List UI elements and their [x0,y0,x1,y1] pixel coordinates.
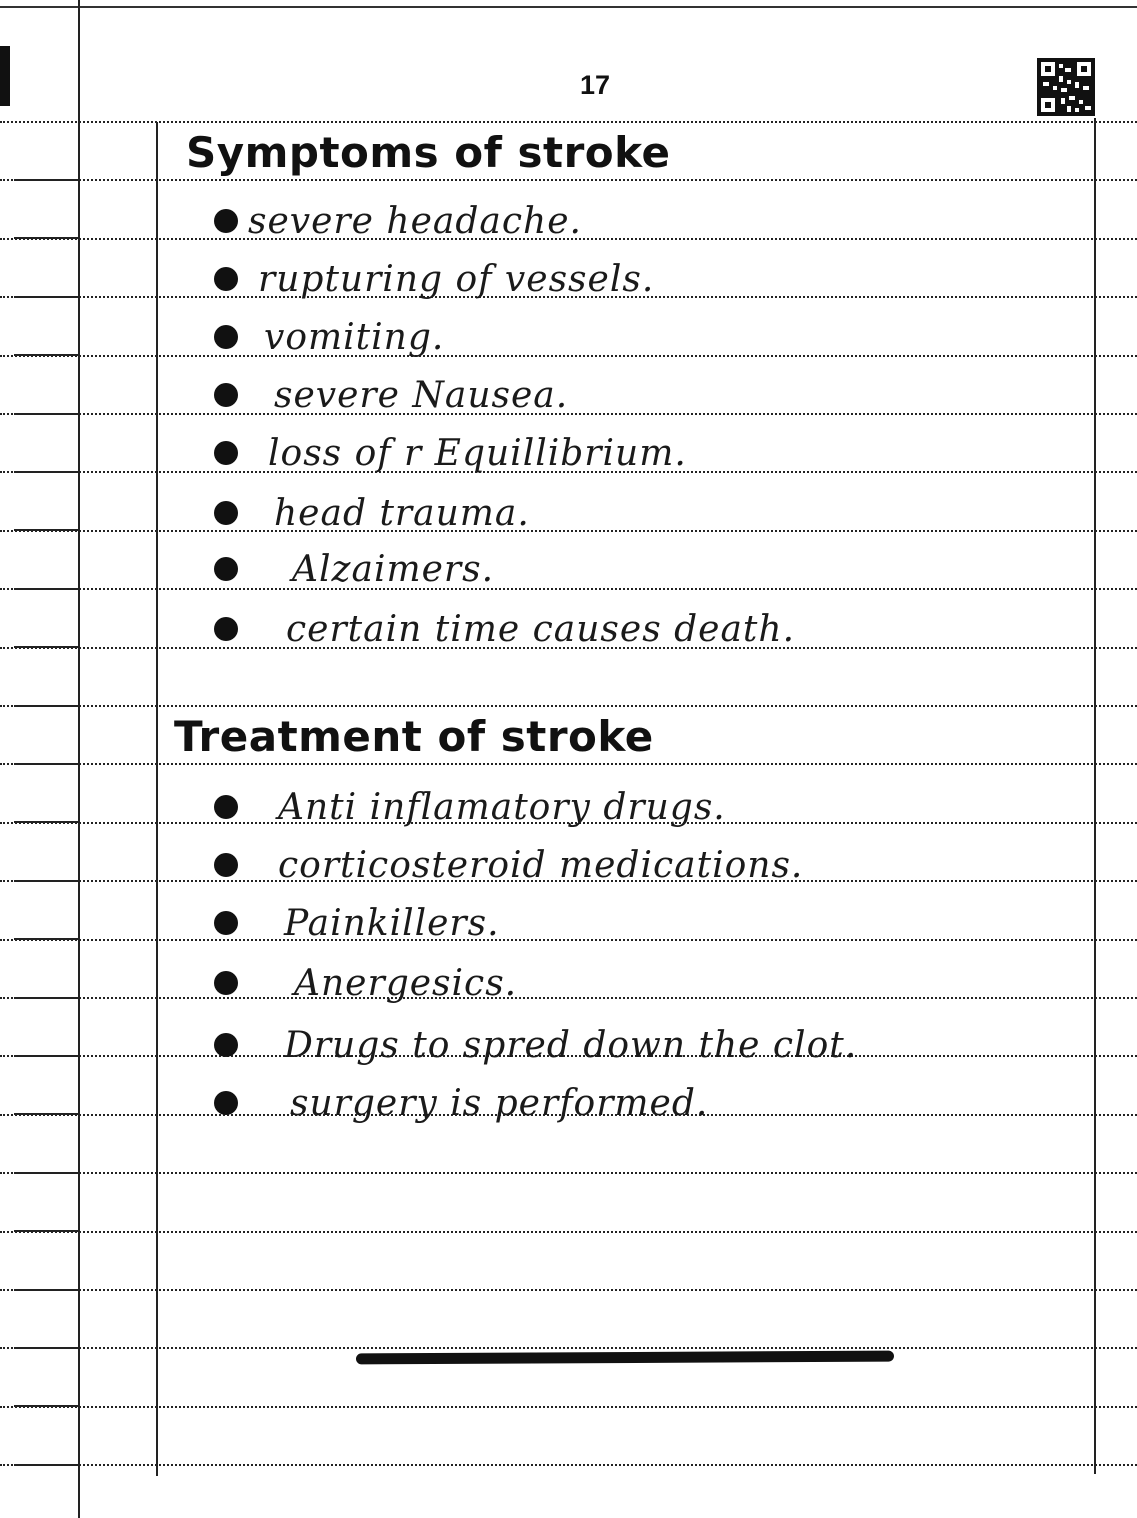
bullet-icon [214,795,238,819]
bullet-icon [214,325,238,349]
list-item-text: corticosteroid medications. [278,844,804,886]
bullet-icon [214,267,238,291]
list-item [214,428,687,478]
list-item [214,1020,857,1070]
ruled-line [0,179,1137,181]
list-item [214,196,582,246]
bullet-icon [214,383,238,407]
bullet-icon [214,617,238,641]
list-item [214,840,803,890]
list-item [214,898,500,948]
ruled-line [0,763,1137,765]
ruled-line [0,121,1137,123]
list-item-text: Anergesics. [294,962,518,1004]
list-item-text: severe headache. [248,200,582,242]
bullet-icon [214,557,238,581]
list-item-text: severe Nausea. [274,374,569,416]
list-item-text: Drugs to spred down the clot. [284,1024,858,1066]
ruled-line [0,413,1137,415]
qr-code-icon [1037,58,1095,116]
ruled-line [0,1464,1137,1466]
ruled-line [0,705,1137,707]
list-item [214,604,795,654]
bullet-icon [214,971,238,995]
list-item [214,488,530,538]
ruled-line [0,1347,1137,1349]
inner-margin-line [156,122,158,1476]
list-item-text: head trauma. [274,492,530,534]
list-item [214,312,444,362]
list-item-text: surgery is performed. [290,1082,709,1124]
list-item-text: certain time causes death. [286,608,796,650]
bullet-icon [214,1033,238,1057]
binding-strip [0,46,10,106]
bullet-icon [214,1091,238,1115]
ruled-line [0,939,1137,941]
page-number: 17 [579,70,611,100]
bullet-icon [214,501,238,525]
list-item-text: Anti inflamatory drugs. [278,786,726,828]
section-heading-symptoms: Symptoms of stroke [186,128,671,177]
list-item-text: vomiting. [264,316,445,358]
bullet-icon [214,853,238,877]
ruled-line [0,355,1137,357]
list-item [214,544,494,594]
ruled-line [0,997,1137,999]
ruled-line [0,1231,1137,1233]
end-underline [356,1351,894,1365]
list-item [214,958,517,1008]
list-item [214,782,726,832]
list-item [214,254,654,304]
ruled-line [0,1289,1137,1291]
ruled-line [0,588,1137,590]
outer-margin-line [78,0,80,1518]
list-item-text: loss of r Equillibrium. [268,432,687,474]
right-margin-line [1094,118,1096,1474]
list-item-text: Painkillers. [284,902,500,944]
bullet-icon [214,911,238,935]
page-top-edge [0,6,1137,8]
list-item-text: rupturing of vessels. [258,258,655,300]
bullet-icon [214,209,238,233]
list-item [214,1078,708,1128]
list-item [214,370,568,420]
list-item-text: Alzaimers. [292,548,495,590]
section-heading-treatment: Treatment of stroke [174,712,654,761]
ruled-line [0,530,1137,532]
ruled-line [0,1406,1137,1408]
bullet-icon [214,441,238,465]
ruled-line [0,1172,1137,1174]
